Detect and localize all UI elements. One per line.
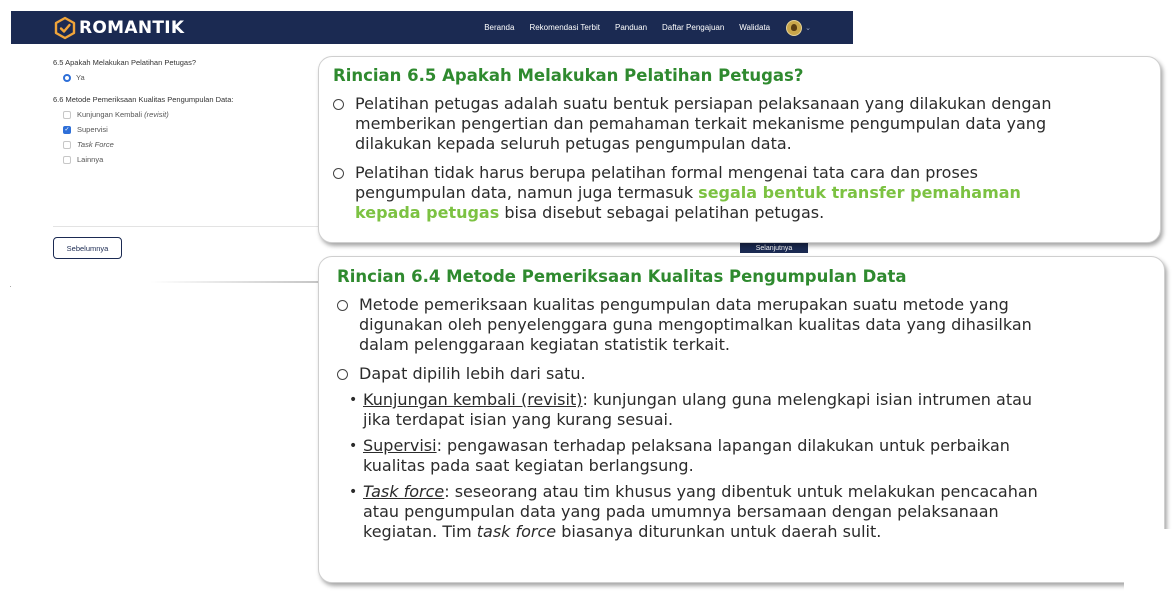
chevron-down-icon[interactable]: ⌄: [805, 24, 811, 32]
callout-paragraph: [337, 295, 1146, 355]
nav-link-beranda[interactable]: Beranda: [484, 23, 515, 32]
italic-text: task force: [476, 522, 557, 541]
decorative-dot: [10, 286, 11, 287]
brand-logo[interactable]: [53, 16, 184, 40]
sub-bullet-text: [363, 482, 1038, 542]
paragraph-text: [355, 163, 1021, 223]
text-run: : pengawasan terhadap pelaksana lapangan dilakukan untuk perbaikan: [436, 436, 1010, 455]
user-avatar[interactable]: [786, 20, 802, 36]
nav-link-rekomendasi-terbit[interactable]: Rekomendasi Terbit: [529, 23, 600, 32]
text-line: [355, 183, 1021, 203]
sub-bullet-supervisi: [349, 436, 1146, 476]
text-line: [363, 436, 1010, 456]
question-6-6-label: 6.6 Metode Pemeriksaan Kualitas Pengumpulan Data:: [53, 95, 234, 104]
term-text: Task force: [363, 482, 445, 501]
text-line: Pelatihan petugas adalah suatu bentuk persiapan pelaksanaan yang dilakukan dengan: [355, 94, 1052, 113]
text-line: digunakan oleh penyelenggara guna mengoptimalkan kualitas data yang dihasilkan: [359, 315, 1032, 334]
highlight-text: segala bentuk transfer pemahaman: [698, 183, 1021, 202]
nav-links: [469, 20, 811, 36]
paragraph-text: [355, 94, 1051, 154]
highlight-text: kepada petugas: [355, 203, 500, 222]
text-line: Pelatihan tidak harus berupa pelatihan formal mengenai tata cara dan proses: [355, 163, 978, 182]
sub-bullet-text: [363, 436, 1010, 476]
avatar-figure-icon: [791, 24, 797, 31]
text-line: Dapat dipilih lebih dari satu.: [359, 364, 586, 383]
nav-link-daftar-pengajuan[interactable]: Daftar Pengajuan: [662, 23, 725, 32]
text-line: kualitas pada saat kegiatan berlangsung.: [363, 456, 694, 475]
text-line: jika terdapat isian yang kurang sesuai.: [363, 410, 674, 429]
callout-title: Rincian 6.5 Apakah Melakukan Pelatihan Petugas?: [333, 66, 804, 85]
checkbox-label-main: Kunjungan Kembali: [77, 110, 145, 119]
corner-crop-mask: [1124, 529, 1175, 595]
term-text: Supervisi: [363, 436, 437, 455]
bullet-dot: •: [349, 484, 358, 500]
nav-link-walidata[interactable]: Walidata: [739, 23, 771, 32]
text-line: [355, 203, 1021, 223]
sub-bullet-text: [363, 390, 1032, 430]
bullet-dot: •: [349, 392, 358, 408]
bullet-dot: •: [349, 438, 358, 454]
text-line: Metode pemeriksaan kualitas pengumpulan data merupakan suatu metode yang: [359, 295, 1009, 314]
hollow-bullet-icon: [337, 300, 348, 311]
text-run: : kunjungan ulang guna melengkapi isian intrumen atau: [582, 390, 1033, 409]
callout-6-4: [318, 256, 1165, 583]
previous-button[interactable]: Sebelumnya: [53, 237, 122, 259]
text-run: : seseorang atau tim khusus yang dibentuk untuk melakukan pencacahan: [444, 482, 1038, 501]
text-line: [363, 390, 1032, 410]
text-line: memberikan pengertian dan pemahaman terkait mekanisme pengumpulan data yang: [355, 114, 1047, 133]
text-run: bisa disebut sebagai pelatihan petugas.: [499, 203, 825, 222]
checkbox-option-lainnya[interactable]: [63, 155, 313, 164]
romantik-logo-icon: [53, 16, 77, 40]
nav-link-panduan[interactable]: Panduan: [615, 23, 648, 32]
callout-title: Rincian 6.4 Metode Pemeriksaan Kualitas Pengumpulan Data: [337, 267, 907, 286]
radio-option-ya[interactable]: [63, 73, 313, 82]
term-text: Kunjungan kembali (revisit): [363, 390, 583, 409]
checkbox-label: Task Force: [77, 140, 114, 149]
sub-bullet-task-force: [349, 482, 1146, 542]
sub-bullet-kunjungan-kembali: [349, 390, 1146, 430]
callout-paragraph: [337, 364, 1146, 384]
text-line: dalam pelenggaraan kegiatan statistik terkait.: [359, 335, 730, 354]
decorative-shadow-line: [150, 281, 320, 283]
callout-paragraph: [333, 163, 1146, 223]
text-line: dilakukan kepada seluruh petugas pengumpulan data.: [355, 134, 792, 153]
checkbox-option-supervisi[interactable]: [63, 125, 313, 134]
text-line: atau pengumpulan data yang pada umumnya bersamaan dengan pelaksanaan: [363, 502, 999, 521]
callout-paragraph: [333, 94, 1146, 154]
brand-name: ROMANTIK: [79, 17, 185, 38]
radio-option-label: Ya: [76, 73, 85, 82]
checkbox-label: Supervisi: [77, 125, 108, 134]
text-line: [363, 482, 1038, 502]
checkbox-label-italic: (revisit): [144, 110, 169, 119]
top-navbar: [11, 11, 853, 44]
hollow-bullet-icon: [333, 168, 344, 179]
checkbox-checked-icon[interactable]: ✓: [64, 126, 70, 133]
question-6-5-label: 6.5 Apakah Melakukan Pelatihan Petugas?: [53, 58, 197, 67]
checkbox-option-task-force[interactable]: [63, 140, 313, 149]
hollow-bullet-icon: [333, 99, 344, 110]
radio-selected-icon[interactable]: [63, 74, 71, 82]
text-run: pengumpulan data, namun juga termasuk: [355, 183, 699, 202]
survey-form: [53, 58, 313, 164]
next-button[interactable]: Selanjutnya: [740, 243, 808, 253]
hollow-bullet-icon: [337, 369, 348, 380]
callout-6-5: [318, 56, 1161, 243]
checkbox-unchecked-icon[interactable]: [63, 141, 71, 149]
text-line: [363, 522, 1038, 542]
checkbox-label: Lainnya: [77, 155, 104, 164]
text-run: kegiatan. Tim: [363, 522, 477, 541]
checkbox-unchecked-icon[interactable]: [63, 111, 71, 119]
text-run: biasanya diturunkan untuk daerah sulit.: [556, 522, 882, 541]
checkbox-label: [77, 110, 169, 119]
checkbox-unchecked-icon[interactable]: [63, 156, 71, 164]
checkbox-option-kunjungan-kembali[interactable]: [63, 110, 313, 119]
paragraph-text: [359, 295, 1032, 355]
